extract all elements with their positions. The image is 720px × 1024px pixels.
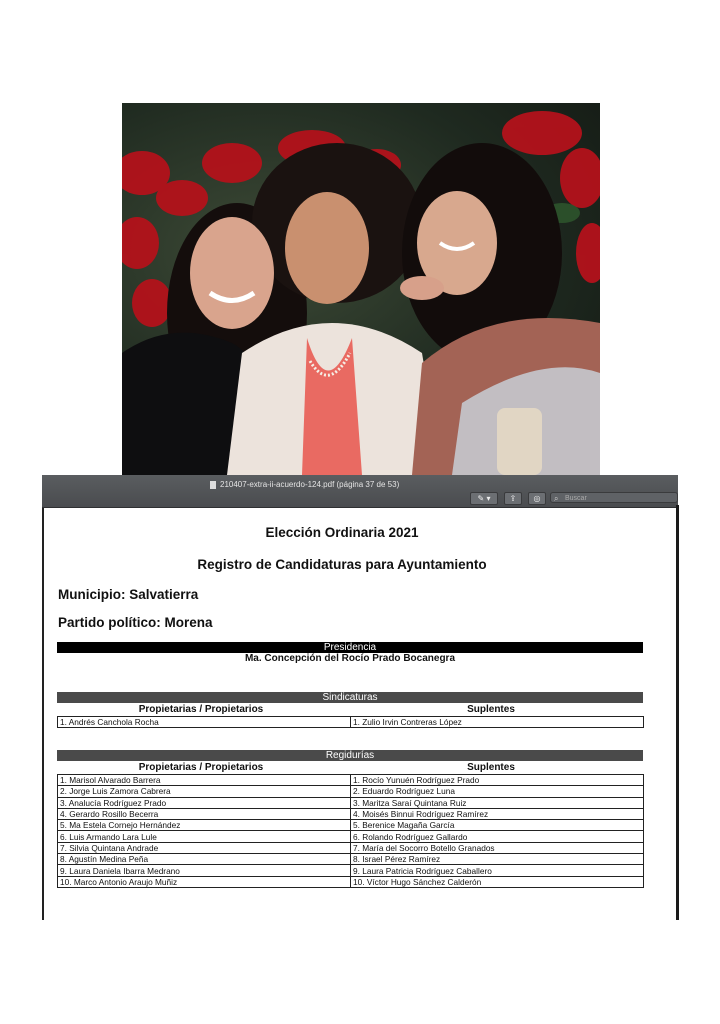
- suplente-cell: 7. María del Socorro Botello Granados: [351, 842, 644, 853]
- table-row: [58, 865, 644, 876]
- propietario-cell: 1. Marisol Alvarado Barrera: [58, 775, 351, 786]
- suplente-cell: 5. Berenice Magaña García: [351, 820, 644, 831]
- table-row: [58, 808, 644, 819]
- file-title: [210, 480, 399, 489]
- search-input[interactable]: [550, 492, 678, 503]
- markup-pen-button[interactable]: ✎ ▾: [470, 492, 498, 505]
- propietario-cell: 8. Agustín Medina Peña: [58, 854, 351, 865]
- sindicaturas-table: [57, 716, 644, 728]
- table-row: [58, 775, 644, 786]
- municipio-label: Municipio: Salvatierra: [58, 587, 199, 602]
- suplente-cell: 2. Eduardo Rodríguez Luna: [351, 786, 644, 797]
- table-row: [58, 820, 644, 831]
- annotate-button[interactable]: ◎: [528, 492, 546, 505]
- sindicaturas-col-suplentes: Suplentes: [467, 704, 515, 715]
- table-row: [58, 831, 644, 842]
- window-edge-divider: [676, 505, 679, 920]
- presidencia-name: Ma. Concepción del Rocío Prado Bocanegra: [244, 653, 456, 664]
- suplente-cell: 10. Víctor Hugo Sánchez Calderón: [351, 876, 644, 887]
- document-title: Elección Ordinaria 2021: [265, 525, 419, 540]
- suplente-cell: 1. Rocío Yunuén Rodríguez Prado: [351, 775, 644, 786]
- propietario-cell: 10. Marco Antonio Araujo Muñiz: [58, 876, 351, 887]
- pdf-document-icon: [210, 481, 216, 489]
- suplente-cell: 9. Laura Patricia Rodríguez Caballero: [351, 865, 644, 876]
- propietario-cell: 2. Jorge Luis Zamora Cabrera: [58, 786, 351, 797]
- search-icon: ⌕: [554, 494, 559, 503]
- propietario-cell: 7. Silvia Quintana Andrade: [58, 842, 351, 853]
- share-button[interactable]: ⇪: [504, 492, 522, 505]
- document-subtitle: Registro de Candidaturas para Ayuntamiento: [197, 557, 487, 572]
- pdf-viewer-window: [42, 475, 678, 920]
- group-photo: [122, 103, 600, 475]
- regidurias-col-propietarios: Propietarias / Propietarios: [138, 762, 264, 773]
- regidurias-table: [57, 774, 644, 888]
- suplente-cell: 8. Israel Pérez Ramírez: [351, 854, 644, 865]
- propietario-cell: 5. Ma Estela Cornejo Hernández: [58, 820, 351, 831]
- sindicaturas-col-propietarios: Propietarias / Propietarios: [138, 704, 264, 715]
- presidencia-heading: Presidencia: [57, 642, 643, 653]
- propietario-cell: 6. Luis Armando Lara Lule: [58, 831, 351, 842]
- table-row: [58, 797, 644, 808]
- suplente-cell: 1. Zulio Irvin Contreras López: [351, 717, 644, 728]
- regidurias-heading: Regidurías: [57, 750, 643, 761]
- viewer-toolbar: [42, 475, 678, 508]
- suplente-cell: 6. Rolando Rodríguez Gallardo: [351, 831, 644, 842]
- regidurias-col-suplentes: Suplentes: [467, 762, 515, 773]
- table-row: [58, 854, 644, 865]
- table-row: [58, 717, 644, 728]
- sindicaturas-heading: Sindicaturas: [57, 692, 643, 703]
- propietario-cell: 9. Laura Daniela Ibarra Medrano: [58, 865, 351, 876]
- propietario-cell: 3. Analucía Rodríguez Prado: [58, 797, 351, 808]
- propietario-cell: 1. Andrés Canchola Rocha: [58, 717, 351, 728]
- file-name-label: 210407-extra-ii-acuerdo-124.pdf (página 37 de 53): [220, 480, 400, 489]
- table-row: [58, 842, 644, 853]
- photo-illustration: [122, 103, 600, 475]
- partido-label: Partido político: Morena: [58, 615, 213, 630]
- table-row: [58, 786, 644, 797]
- table-row: [58, 876, 644, 887]
- suplente-cell: 3. Maritza Saraí Quintana Ruiz: [351, 797, 644, 808]
- suplente-cell: 4. Moisés Binnui Rodríguez Ramírez: [351, 808, 644, 819]
- search-placeholder: Buscar: [565, 495, 587, 502]
- propietario-cell: 4. Gerardo Rosillo Becerra: [58, 808, 351, 819]
